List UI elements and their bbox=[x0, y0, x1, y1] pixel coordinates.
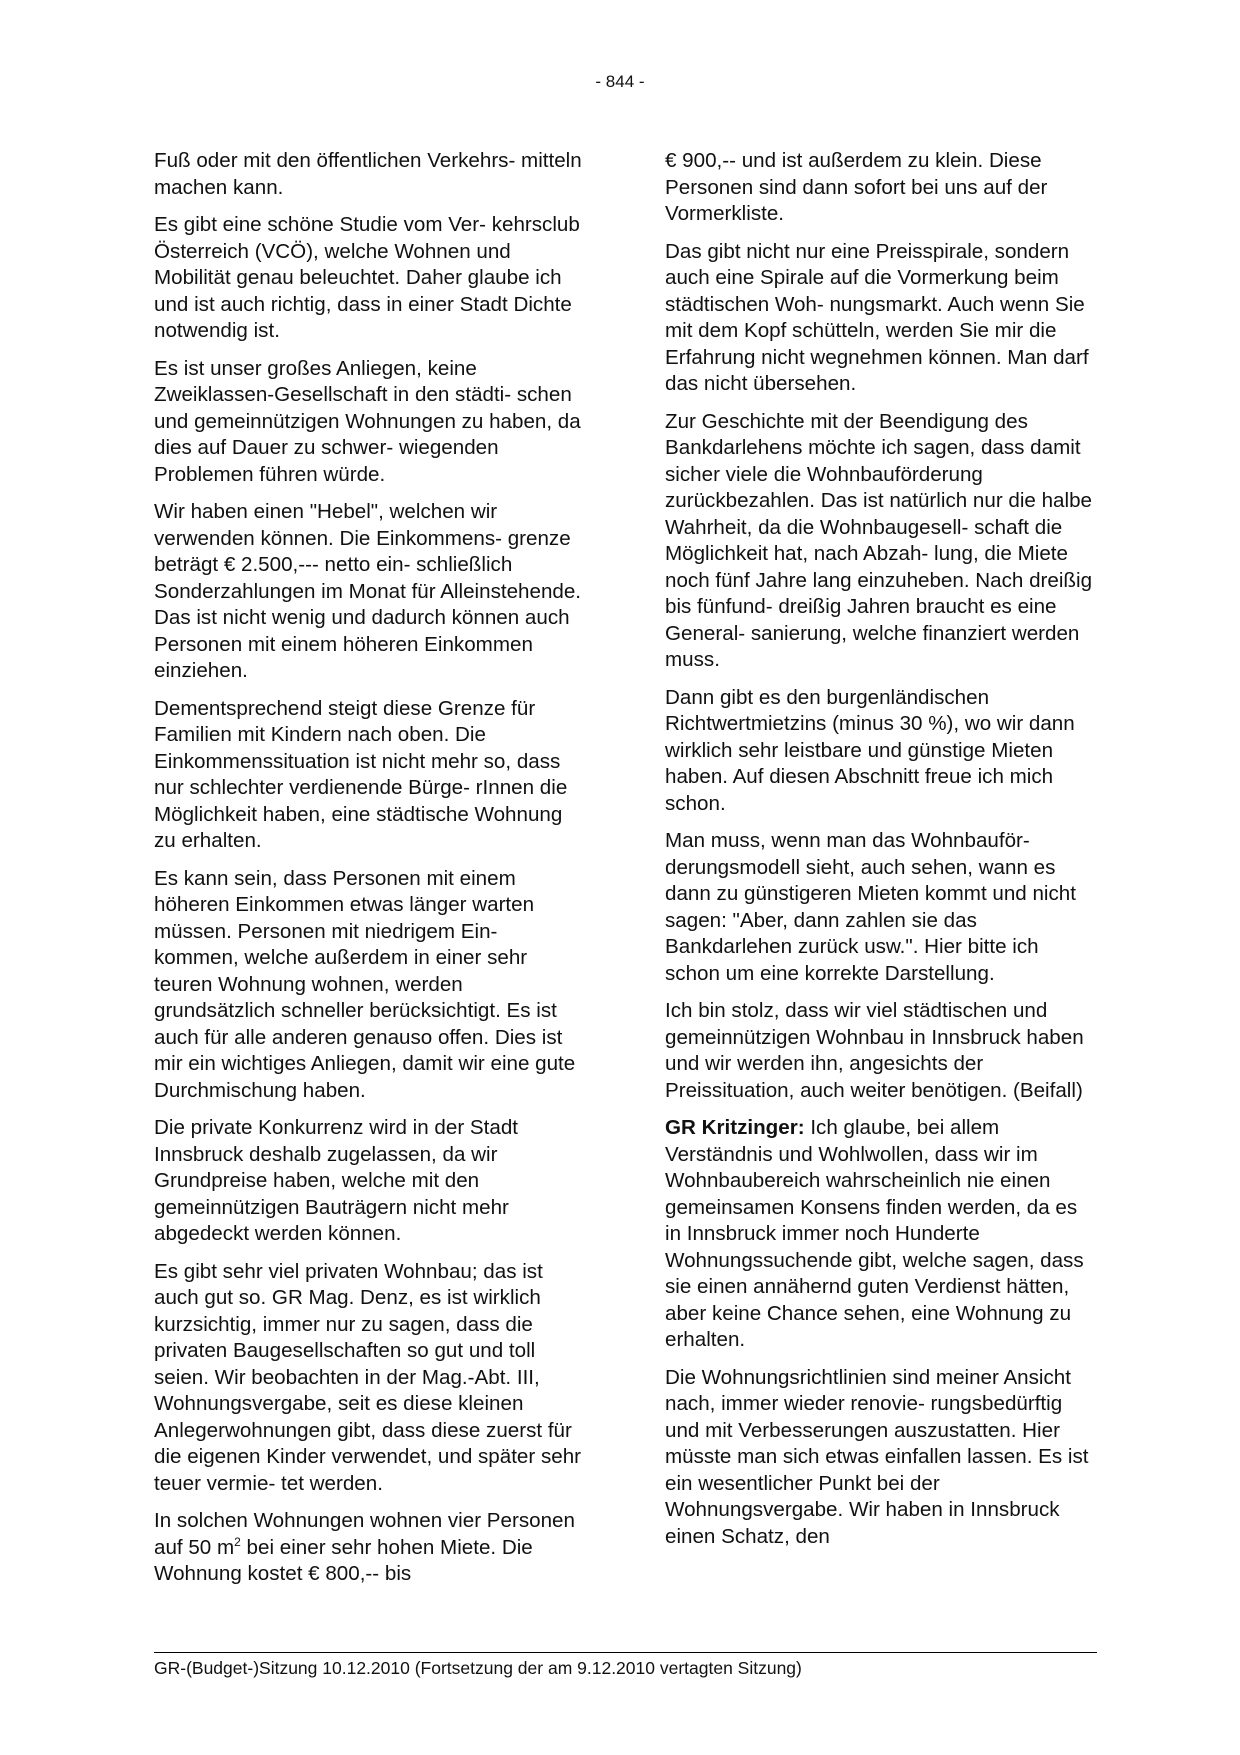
right-column bbox=[665, 148, 1095, 1561]
paragraph: Dementsprechend steigt diese Grenze für Familien mit Kindern nach oben. Die Einkommenssituation ist nicht mehr so, dass nur schlechter verdienende Bürge- rInnen die Möglichkeit haben, eine städtische Wohnung zu erhalten. bbox=[154, 696, 568, 852]
paragraph: Ich bin stolz, dass wir viel städtischen und gemeinnützigen Wohnbau in Innsbruck haben und wir werden ihn, angesichts der Preissituation, auch weiter benötigen. (Beifall) bbox=[665, 999, 1084, 1102]
paragraph: € 900,-- und ist außerdem zu klein. Diese Personen sind dann sofort bei uns auf der Vormerkliste. bbox=[665, 149, 1048, 225]
paragraph: Es gibt eine schöne Studie vom Ver- kehrsclub Österreich (VCÖ), welche Wohnen und Mobilität genau beleuchtet. Daher glaube ich und ist auch richtig, dass in einer Stadt Dichte notwendig ist. bbox=[154, 213, 580, 342]
left-column bbox=[154, 148, 584, 1599]
speech-text: Ich glaube, bei allem Verständnis und Wohlwollen, dass wir im Wohnbaubereich wahrscheinlich nie einen gemeinsamen Konsens finden werden, da es in Innsbruck immer noch Hunderte Wohnungssuchende gibt, welche sagen, dass sie einen annähernd guten Verdienst hätten, aber keine Chance sehen, eine Wohnung zu erhalten. bbox=[665, 1116, 1084, 1351]
paragraph: Dann gibt es den burgenländischen Richtwertmietzins (minus 30 %), wo wir dann wirklich sehr leistbare und günstige Mieten haben. Auf diesen Abschnitt freue ich mich schon. bbox=[665, 685, 1075, 815]
paragraph: Zur Geschichte mit der Beendigung des Bankdarlehens möchte ich sagen, dass damit sicher viele die Wohnbauförderung zurückbezahlen. Das ist natürlich nur die halbe Wahrheit, da die Wohnbaugesell- schaft die Möglichkeit hat, nach Abzah- lung, die Miete noch fünf Jahre lang einzuheben. Nach dreißig bis fünfund- dreißig Jahren braucht es eine General- sanierung, welche finanziert werden muss. bbox=[665, 409, 1093, 671]
paragraph: Man muss, wenn man das Wohnbauför- derungsmodell sieht, auch sehen, wann es dann zu günstigeren Mieten kommt und nicht sagen: "Aber, dann zahlen sie das Bankdarlehen zurück usw.". Hier bitte ich schon um eine korrekte Darstellung. bbox=[665, 829, 1076, 985]
speech-paragraph bbox=[665, 1115, 1095, 1354]
paragraph: Die private Konkurrenz wird in der Stadt Innsbruck deshalb zugelassen, da wir Grundpreise haben, welche mit den gemeinnützigen Bauträgern nicht mehr abgedeckt werden können. bbox=[154, 1116, 518, 1245]
paragraph: Fuß oder mit den öffentlichen Verkehrs- mitteln machen kann. bbox=[154, 149, 582, 199]
footer: GR-(Budget-)Sitzung 10.12.2010 (Fortsetzung der am 9.12.2010 vertagten Sitzung) bbox=[154, 1658, 802, 1678]
paragraph: Es ist unser großes Anliegen, keine Zweiklassen-Gesellschaft in den städti- schen und gemeinnützigen Wohnungen zu haben, da dies auf Dauer zu schwer- wiegenden Problemen führen würde. bbox=[154, 356, 581, 486]
paragraph: Die Wohnungsrichtlinien sind meiner Ansicht nach, immer wieder renovie- rungsbedürftig und mit Verbesserungen auszustatten. Hier müsste man sich etwas einfallen lassen. Es ist ein wesentlicher Punkt bei der Wohnungsvergabe. Wir haben in Innsbruck einen Schatz, den bbox=[665, 1365, 1089, 1548]
footer-divider bbox=[154, 1652, 1097, 1653]
page-number: - 844 - bbox=[595, 72, 645, 91]
paragraph: Es kann sein, dass Personen mit einem höheren Einkommen etwas länger warten müssen. Personen mit niedrigem Ein- kommen, welche außerdem in einer sehr teuren Wohnung wohnen, werden grundsätzlich schneller berücksichtigt. Es ist auch für alle anderen genauso offen. Dies ist mir ein wichtiges Anliegen, damit wir eine gute Durchmischung haben. bbox=[154, 866, 576, 1102]
paragraph-with-superscript bbox=[154, 1508, 584, 1588]
paragraph: Es gibt sehr viel privaten Wohnbau; das ist auch gut so. GR Mag. Denz, es ist wirklich kurzsichtig, immer nur zu sagen, dass die privaten Baugesellschaften so gut und toll seien. Wir beobachten in der Mag.-Abt. III, Wohnungsvergabe, seit es diese kleinen Anlegerwohnungen gibt, dass diese zuerst für die eigenen Kinder verwendet, und später sehr teuer vermie- tet werden. bbox=[154, 1259, 582, 1495]
superscript: 2 bbox=[234, 1534, 241, 1549]
paragraph: Wir haben einen "Hebel", welchen wir verwenden können. Die Einkommens- grenze beträgt € 2.500,--- netto ein- schließlich Sonderzahlungen im Monat für Alleinstehende. Das ist nicht wenig und dadurch können auch Personen mit einem höheren Einkommen einziehen. bbox=[154, 500, 582, 682]
speaker-name: GR Kritzinger: bbox=[665, 1116, 805, 1139]
text-fragment: bei einer sehr hohen Miete. Die Wohnung kostet € 800,-- bis bbox=[154, 1535, 533, 1585]
text-fragment: In solchen Wohnungen wohnen vier Personen auf 50 m bbox=[154, 1509, 575, 1559]
paragraph: Das gibt nicht nur eine Preisspirale, sondern auch eine Spirale auf die Vormerkung beim städtischen Woh- nungsmarkt. Auch wenn Sie mit dem Kopf schütteln, werden Sie mir die Erfahrung nicht wegnehmen können. Man darf das nicht übersehen. bbox=[665, 239, 1089, 395]
